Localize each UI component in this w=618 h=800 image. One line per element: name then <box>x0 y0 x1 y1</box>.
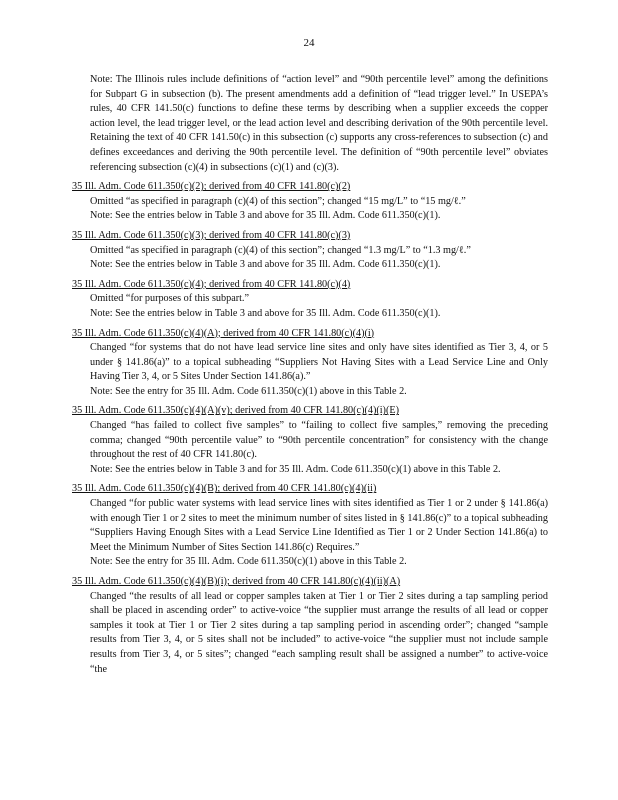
entry-c4 <box>72 278 548 322</box>
entry-change: Changed “the results of all lead or copper samples taken at Tier 1 or Tier 2 sites during a tap sampling period shall be placed in ascending order” to active-voice “the supplier must arrange the results of all lead or copper samples it took at Tier 1 or Tier 2 sites during a tap sampling period in ascending order”; changed “sample results from Tier 3, 4, or 5 sites shall not be included” to active-voice “the supplier must not include sample results from Tier 3, 4, or 5 sites”; changed “each sampling result shall be assigned a number” to active-voice “the <box>90 590 548 675</box>
entry-body <box>72 497 548 570</box>
entry-change: Omitted “as specified in paragraph (c)(4) of this section”; changed “1.3 mg/L” to “1.3 mg/ℓ.” <box>90 244 471 256</box>
entry-note: Note: See the entries below in Table 3 and above for 35 Ill. Adm. Code 611.350(c)(1). <box>90 307 441 319</box>
entry-body <box>72 292 548 321</box>
entry-heading: 35 Ill. Adm. Code 611.350(c)(2); derived from 40 CFR 141.80(c)(2) <box>72 181 351 193</box>
entry-body <box>72 419 548 477</box>
entry-note: Note: See the entry for 35 Ill. Adm. Code 611.350(c)(1) above in this Table 2. <box>90 385 407 397</box>
entry-c4a <box>72 327 548 400</box>
entry-note: Note: See the entries below in Table 3 and for 35 Ill. Adm. Code 611.350(c)(1) above in this Table 2. <box>90 463 501 475</box>
entry-change: Changed “has failed to collect five samples” to “failing to collect five samples,” removing the preceding comma; changed “90th percentile value” to “90th percentile concentration” for consistency with the change throughout the rest of 40 CFR 141.80(c). <box>90 420 548 461</box>
entry-change: Changed “for public water systems with lead service lines with sites identified as Tier 1 or 2 under § 141.86(a) with enough Tier 1 or 2 sites to meet the minimum number of sites listed in § 141.86(c)” to a topical subheading “Suppliers Having Enough Sites with a Lead Service Line Identified as Tier 1 or 2 Under Section 141.86(a) to Meet the Minimum Number of Sites Section 141.86(c) Requires.” <box>90 498 548 553</box>
entry-change: Omitted “as specified in paragraph (c)(4) of this section”; changed “15 mg/L” to “15 mg/ℓ.” <box>90 195 466 207</box>
entry-c2 <box>72 180 548 224</box>
entry-change: Changed “for systems that do not have lead service line sites and only have sites identified as Tier 3, 4, or 5 under § 141.86(a)” to a topical subheading “Suppliers Not Having Sites with a Lead Service Line and Only Having Tier 3, 4, or 5 Sites Under Section 141.86(a).” <box>90 342 548 383</box>
entry-change: Omitted “for purposes of this subpart.” <box>90 293 250 305</box>
entry-c4av <box>72 404 548 477</box>
entry-heading: 35 Ill. Adm. Code 611.350(c)(3); derived from 40 CFR 141.80(c)(3) <box>72 229 351 241</box>
entry-body <box>72 590 548 678</box>
entry-c3 <box>72 229 548 273</box>
entry-heading: 35 Ill. Adm. Code 611.350(c)(4)(A); derived from 40 CFR 141.80(c)(4)(i) <box>72 327 375 339</box>
document-body <box>72 73 548 677</box>
entry-c4b <box>72 482 548 570</box>
entry-body <box>72 195 548 224</box>
entry-heading: 35 Ill. Adm. Code 611.350(c)(4)(B); derived from 40 CFR 141.80(c)(4)(ii) <box>72 483 377 495</box>
entry-note: Note: See the entry for 35 Ill. Adm. Code 611.350(c)(1) above in this Table 2. <box>90 556 407 568</box>
entry-heading: 35 Ill. Adm. Code 611.350(c)(4); derived from 40 CFR 141.80(c)(4) <box>72 278 351 290</box>
entry-body <box>72 341 548 399</box>
entry-heading: 35 Ill. Adm. Code 611.350(c)(4)(A)(v); derived from 40 CFR 141.80(c)(4)(i)(E) <box>72 405 399 417</box>
intro-note <box>72 73 548 175</box>
entry-note: Note: See the entries below in Table 3 and above for 35 Ill. Adm. Code 611.350(c)(1). <box>90 259 441 271</box>
page-number: 24 <box>303 37 315 49</box>
intro-note-text: Note: The Illinois rules include definitions of “action level” and “90th percentile level” among the definitions for Subpart G in subsection (b). The present amendments add a definition of “lead trigger level.” In USEPA’s rules, 40 CFR 141.50(c) functions to define these terms by describing when a supplier exceeds the copper action level, the lead trigger level, or the lead action level and describing derivation of the 90th percentile level. Retaining the text of 40 CFR 141.50(c) in this subsection (c) supports any cross-references to subsection (c) and defines exceedances and deriving the 90th percentile level. The definition of “90th percentile level” obviates referencing subsection (c)(4) in subsections (c)(1) and (c)(3). <box>90 74 548 173</box>
entry-heading: 35 Ill. Adm. Code 611.350(c)(4)(B)(i); derived from 40 CFR 141.80(c)(4)(ii)(A) <box>72 576 401 587</box>
entry-body <box>72 244 548 273</box>
entry-note: Note: See the entries below in Table 3 and above for 35 Ill. Adm. Code 611.350(c)(1). <box>90 210 441 222</box>
entry-c4bi <box>72 575 548 677</box>
